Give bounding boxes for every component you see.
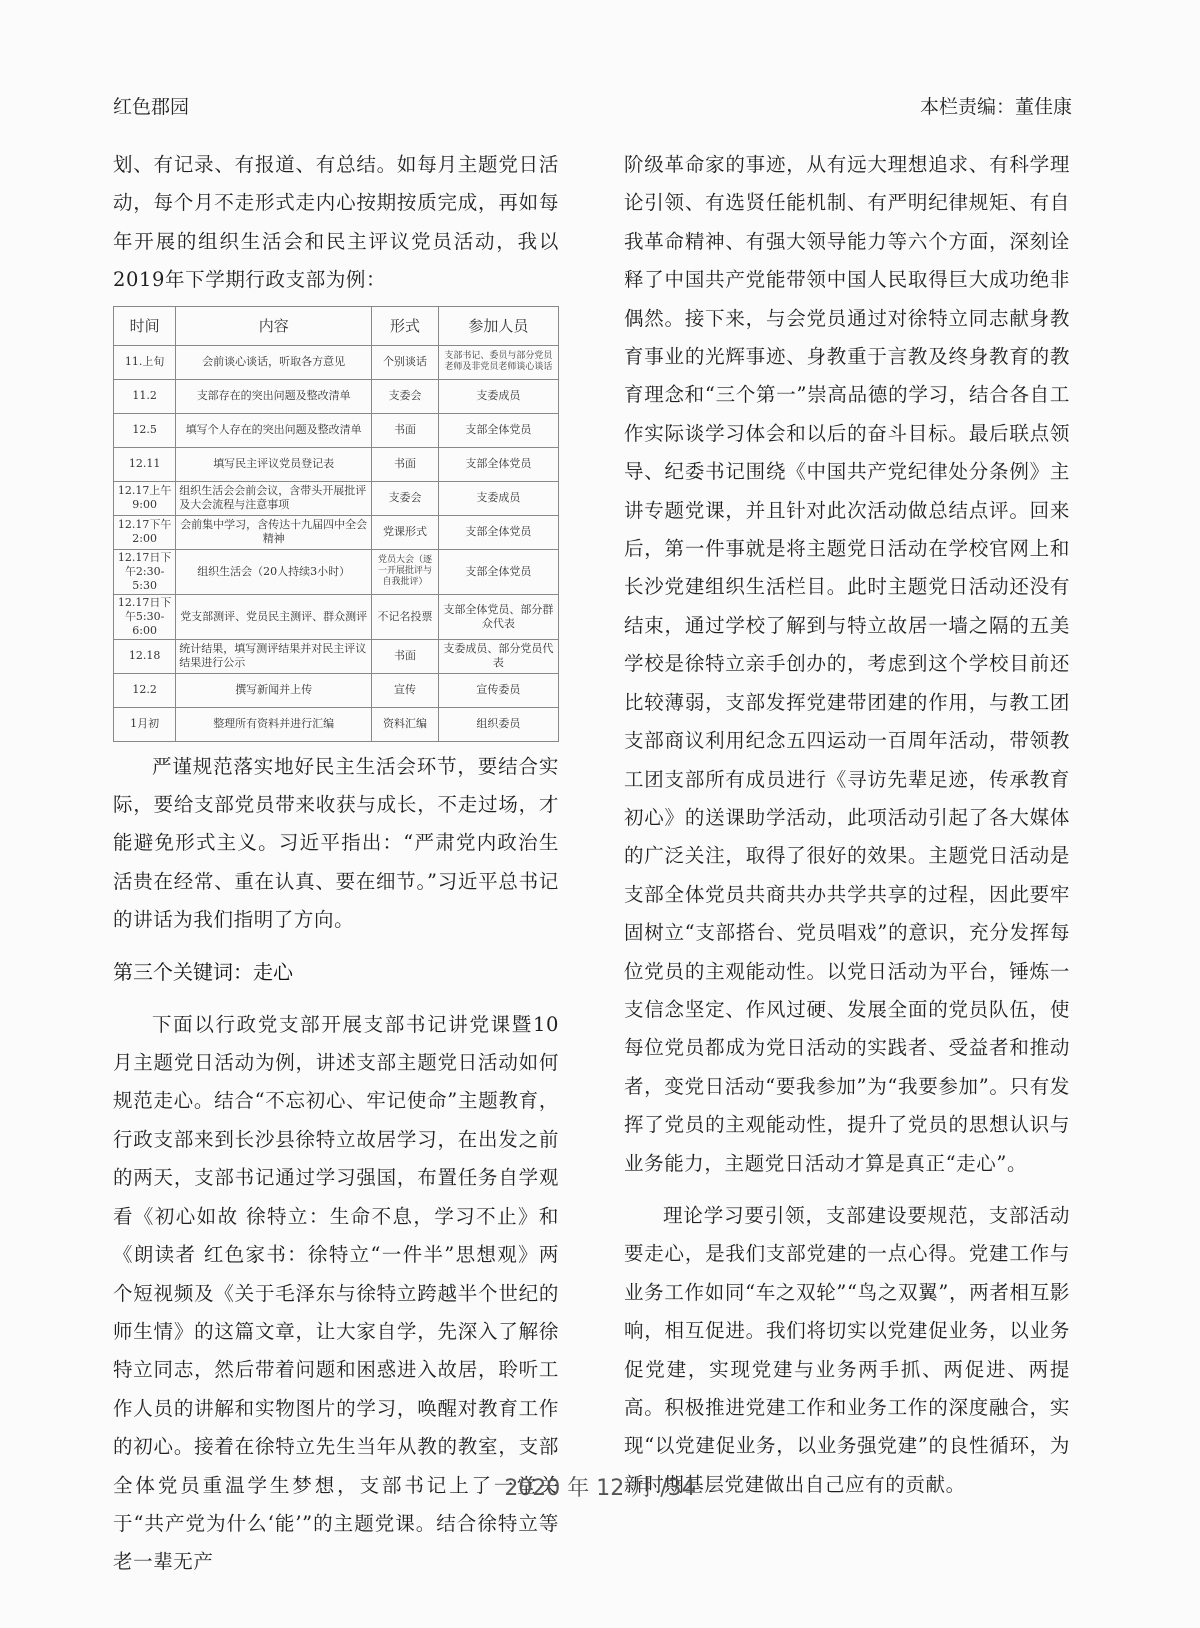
table-cell: 支部存在的突出问题及整改清单	[176, 379, 372, 413]
table-header-time: 时间	[114, 306, 176, 345]
table-cell: 12.11	[114, 447, 176, 481]
table-cell: 支部全体党员、部分群众代表	[438, 594, 558, 639]
activity-paragraph: 下面以行政党支部开展支部书记讲党课暨10月主题党日活动为例，讲述支部主题党日活动如何规范走心。结合“不忘初心、牢记使命”主题教育，行政支部来到长沙县徐特立故居学习，在出发之前的两天，支部书记通过学习强国，布置任务自学观看《初心如故 徐特立：生命不息，学习不止》和《朗读者 红色家书：徐特立“一件半”思想观》两个短视频及《关于毛泽东与徐特立跨越半个世纪的师生情》的这篇文章，让大家自学，先深入了解徐特立同志，然后带着问题和困惑进入故居，聆听工作人员的讲解和实物图片的学习，唤醒对教育工作的初心。接着在徐特立先生当年从教的教室，支部全体党员重温学生梦想，支部书记上了一堂关于“共产党为什么‘能’”的主题党课。结合徐特立等老一辈无产	[113, 1012, 559, 1574]
table-cell: 12.17日下午2:30-5:30	[114, 549, 176, 594]
table-cell: 11.2	[114, 379, 176, 413]
table-cell: 会前集中学习，含传达十九届四中全会精神	[176, 515, 372, 549]
table-cell: 党员大会（逐一开展批评与自我批评）	[372, 549, 439, 594]
table-cell: 支部全体党员	[438, 447, 558, 481]
table-cell: 个别谈话	[372, 345, 439, 379]
table-row	[114, 549, 559, 594]
table-row	[114, 345, 559, 379]
table-cell: 支部全体党员	[438, 515, 558, 549]
left-column	[113, 146, 559, 1582]
page-footer: 2020 年 12 月 /34	[504, 1476, 696, 1501]
table-cell: 不记名投票	[372, 594, 439, 639]
democratic-life-paragraph: 严谨规范落实地好民主生活会环节，要结合实际，要给支部党员带来收获与成长，不走过场，才能避免形式主义。习近平指出：“严肃党内政治生活贵在经常、重在认真、要在细节。”习近平总书记的讲话为我们指明了方向。	[113, 754, 559, 932]
table-row	[114, 379, 559, 413]
table-cell: 支委成员	[438, 379, 558, 413]
table-row	[114, 707, 559, 741]
table-cell: 1月初	[114, 707, 176, 741]
table-header-content: 内容	[176, 306, 372, 345]
table-cell: 12.2	[114, 673, 176, 707]
table-cell: 12.17下午2:00	[114, 515, 176, 549]
table-cell: 整理所有资料并进行汇编	[176, 707, 372, 741]
table-cell: 支委成员、部分党员代表	[438, 639, 558, 673]
column-editor: 本栏责编：董佳康	[919, 96, 1072, 118]
schedule-table-wrapper	[113, 306, 559, 742]
table-row	[114, 481, 559, 515]
table-cell: 填写民主评议党员登记表	[176, 447, 372, 481]
schedule-table	[113, 306, 559, 742]
table-header-participants: 参加人员	[438, 306, 558, 345]
table-header-form: 形式	[372, 306, 439, 345]
table-cell: 支委成员	[438, 481, 558, 515]
table-row	[114, 413, 559, 447]
table-cell: 11.上旬	[114, 345, 176, 379]
table-cell: 资料汇编	[372, 707, 439, 741]
table-row	[114, 639, 559, 673]
table-cell: 12.17日下午5:30-6:00	[114, 594, 176, 639]
table-cell: 统计结果，填写测评结果并对民主评议结果进行公示	[176, 639, 372, 673]
table-cell: 宣传委员	[438, 673, 558, 707]
table-cell: 12.18	[114, 639, 176, 673]
table-cell: 组织生活会（20人持续3小时）	[176, 549, 372, 594]
table-cell: 撰写新闻并上传	[176, 673, 372, 707]
table-cell: 组织生活会会前会议，含带头开展批评及大会流程与注意事项	[176, 481, 372, 515]
intro-paragraph: 划、有记录、有报道、有总结。如每月主题党日活动，每个月不走形式走内心按期按质完成，再如每年开展的组织生活会和民主评议党员活动，我以2019年下学期行政支部为例：	[113, 153, 559, 292]
table-row	[114, 515, 559, 549]
table-cell: 支部书记、委员与部分党员老师及非党员老师谈心谈话	[438, 345, 558, 379]
table-cell: 会前谈心谈话，听取各方意见	[176, 345, 372, 379]
right-column	[624, 146, 1070, 1504]
table-cell: 填写个人存在的突出问题及整改清单	[176, 413, 372, 447]
table-cell: 党课形式	[372, 515, 439, 549]
conclusion-paragraph: 理论学习要引领，支部建设要规范，支部活动要走心，是我们支部党建的一点心得。党建工作与业务工作如同“车之双轮”“鸟之双翼”，两者相互影响，相互促进。我们将切实以党建促业务，以业务促党建，实现党建与业务两手抓、两促进、两提高。积极推进党建工作和业务工作的深度融合，实现“以党建促业务，以业务强党建”的良性循环，为新时期基层党建做出自己应有的贡献。	[624, 1203, 1070, 1496]
table-cell: 12.5	[114, 413, 176, 447]
table-cell: 支委会	[372, 379, 439, 413]
table-cell: 宣传	[372, 673, 439, 707]
magazine-section-title: 红色郡园	[113, 96, 190, 118]
table-cell: 书面	[372, 639, 439, 673]
table-row	[114, 447, 559, 481]
table-cell: 书面	[372, 447, 439, 481]
table-cell: 书面	[372, 413, 439, 447]
table-cell: 12.17上午9:00	[114, 481, 176, 515]
table-cell: 组织委员	[438, 707, 558, 741]
section-heading: 第三个关键词：走心	[113, 959, 293, 984]
continued-paragraph: 阶级革命家的事迹，从有远大理想追求、有科学理论引领、有选贤任能机制、有严明纪律规矩、有自我革命精神、有强大领导能力等六个方面，深刻诠释了中国共产党能带领中国人民取得巨大成功绝非偶然。接下来，与会党员通过对徐特立同志献身教育事业的光辉事迹、身教重于言教及终身教育的教育理念和“三个第一”崇高品德的学习，结合各自工作实际谈学习体会和以后的奋斗目标。最后联点领导、纪委书记围绕《中国共产党纪律处分条例》主讲专题党课，并且针对此次活动做总结点评。回来后，第一件事就是将主题党日活动在学校官网上和长沙党建组织生活栏目。此时主题党日活动还没有结束，通过学校了解到与特立故居一墙之隔的五美学校是徐特立亲手创办的，考虑到这个学校目前还比较薄弱，支部发挥党建带团建的作用，与教工团支部商议利用纪念五四运动一百周年活动，带领教工团支部所有成员进行《寻访先辈足迹，传承教育初心》的送课助学活动，此项活动引起了各大媒体的广泛关注，取得了很好的效果。主题党日活动是支部全体党员共商共办共学共享的过程，因此要牢固树立“支部搭台、党员唱戏”的意识，充分发挥每位党员的主观能动性。以党日活动为平台，锤炼一支信念坚定、作风过硬、发展全面的党员队伍，使每位党员都成为党日活动的实践者、受益者和推动者，变党日活动“要我参加”为“我要参加”。只有发挥了党员的主观能动性，提升了党员的思想认识与业务能力，主题党日活动才算是真正“走心”。	[624, 153, 1070, 1175]
table-cell: 支部全体党员	[438, 549, 558, 594]
table-cell: 支委会	[372, 481, 439, 515]
table-header-row	[114, 306, 559, 345]
table-row	[114, 594, 559, 639]
table-cell: 支部全体党员	[438, 413, 558, 447]
table-cell: 党支部测评、党员民主测评、群众测评	[176, 594, 372, 639]
table-row	[114, 673, 559, 707]
